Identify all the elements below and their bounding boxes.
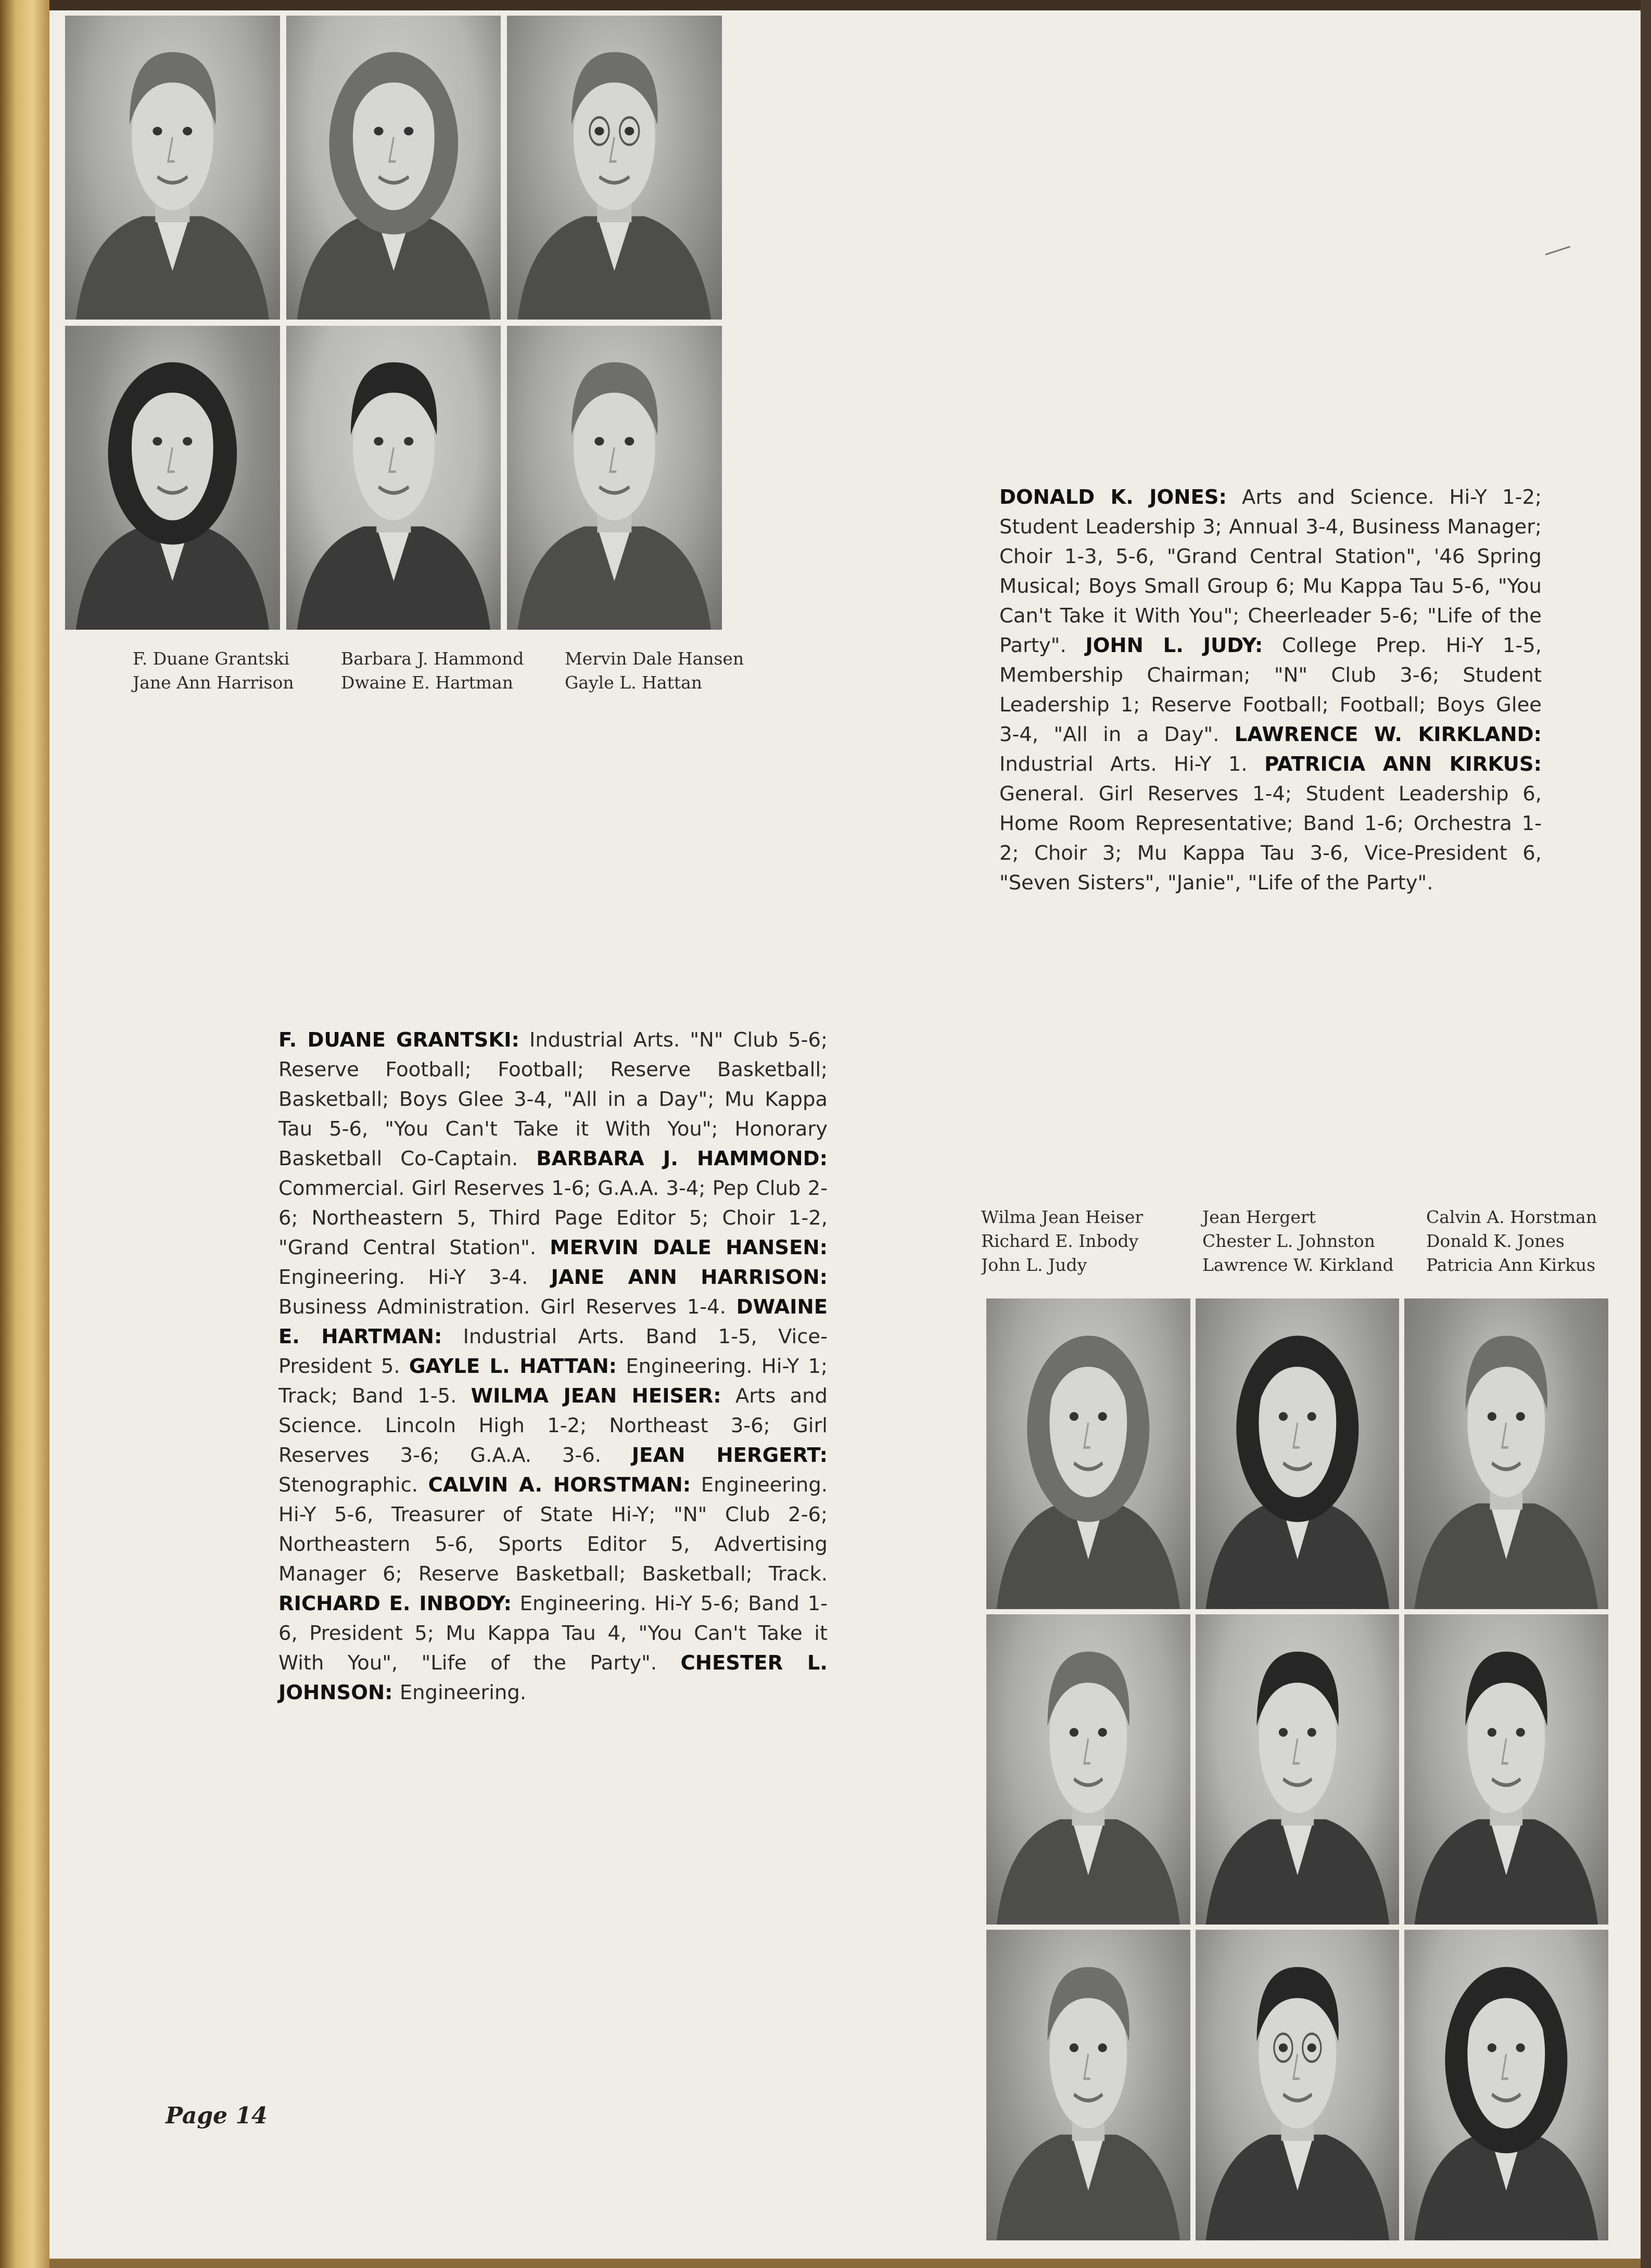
bio-details: Industrial Arts. "N" Club 5-6; Reserve Football; Football; Reserve Basketball; Basketball; Boys Glee 3-4, "All in a Day"; Mu Kappa Tau 5-6, "You Can't Take it With You"; Honorary Basketball Co-Captain. [278,1028,828,1170]
student-portrait [65,16,280,320]
bio-details: Engineering. Hi-Y 1; Track; Band 1-5. [278,1355,828,1408]
bio-details: Arts and Science. Lincoln High 1-2; Northeast 3-6; Girl Reserves 3-6; G.A.A. 3-6. [278,1384,828,1467]
caption-name: John L. Judy [981,1255,1087,1275]
caption-name: Jane Ann Harrison [133,672,294,693]
bio-student-name: LAWRENCE W. KIRKLAND: [1234,723,1542,746]
caption-name: Donald K. Jones [1426,1231,1565,1251]
bio-student-name: CHESTER L. JOHNSON: [278,1651,828,1704]
bio-student-name: F. DUANE GRANTSKI: [278,1028,519,1052]
bio-student-name: PATRICIA ANN KIRKUS: [1264,753,1542,776]
bio-student-name: BARBARA J. HAMMOND: [536,1147,828,1170]
caption-column [133,647,294,695]
bio-details: Industrial Arts. Band 1-5, Vice-President 5. [278,1325,828,1378]
student-portrait [1196,1298,1400,1609]
page-number: Page 14 [166,2103,268,2129]
caption-name: Wilma Jean Heiser [981,1207,1144,1227]
caption-column [1202,1205,1394,1277]
portrait-captions-top [133,647,783,699]
student-portrait [507,326,722,630]
student-portrait [286,326,501,630]
caption-name: F. Duane Grantski [133,648,290,669]
student-portrait [1196,1930,1400,2240]
biography-text-right [999,482,1542,898]
caption-name: Patricia Ann Kirkus [1426,1255,1596,1275]
student-portrait [1404,1298,1608,1609]
student-portrait [986,1930,1190,2240]
bio-student-name: CALVIN A. HORSTMAN: [428,1473,691,1497]
bio-details: Engineering. Hi-Y 3-4. [278,1266,551,1289]
bio-details: Business Administration. Girl Reserves 1-4. [278,1295,736,1319]
page-right-edge [1641,0,1651,2268]
student-portrait [1404,1614,1608,1925]
bio-student-name: RICHARD E. INBODY: [278,1592,512,1615]
bio-details: Industrial Arts. Hi-Y 1. [999,753,1265,776]
caption-column [565,647,744,695]
caption-name: Gayle L. Hattan [565,672,703,693]
caption-column [981,1205,1143,1277]
caption-name: Mervin Dale Hansen [565,648,744,669]
bio-student-name: DONALD K. JONES: [999,486,1227,509]
bio-student-name: JEAN HERGERT: [631,1444,828,1467]
bio-details: College Prep. Hi-Y 1-5, Membership Chairman; "N" Club 3-6; Student Leadership 1; Reserve Football; Football; Boys Glee 3-4, "All in a Day". [999,634,1542,746]
student-portrait [1404,1930,1608,2240]
bio-student-name: JOHN L. JUDY: [1085,634,1263,657]
bio-student-name: JANE ANN HARRISON: [551,1266,828,1289]
bio-details: Arts and Science. Hi-Y 1-2; Student Leadership 3; Annual 3-4, Business Manager; Choir 1-3, 5-6, "Grand Central Station", '46 Spring Musical; Boys Small Group 6; Mu Kappa Tau 5-6, "You Can't Take it With You"; Cheerleader 5-6; "Life of the Party". [999,486,1542,657]
caption-name: Richard E. Inbody [981,1231,1139,1251]
caption-name: Dwaine E. Hartman [341,672,513,693]
student-portrait [507,16,722,320]
caption-column [341,647,524,695]
student-portrait [986,1298,1190,1609]
bio-student-name: MERVIN DALE HANSEN: [550,1236,828,1259]
biography-text-left [278,1025,828,1708]
binding-edge [0,0,49,2268]
student-portrait [286,16,501,320]
bio-entry [999,486,1542,657]
bio-details: Commercial. Girl Reserves 1-6; G.A.A. 3-4; Pep Club 2-6; Northeastern 5, Third Page Editor 5; Choir 1-2, "Grand Central Station". [278,1177,828,1259]
caption-name: Lawrence W. Kirkland [1202,1255,1394,1275]
portrait-grid-bottom [986,1298,1608,2240]
bio-student-name: WILMA JEAN HEISER: [471,1384,721,1408]
bio-details: Engineering. Hi-Y 5-6, Treasurer of State Hi-Y; "N" Club 2-6; Northeastern 5-6, Sports Editor 5, Advertising Manager 6; Reserve Basketball; Basketball; Track. [278,1473,828,1586]
bio-student-name: GAYLE L. HATTAN: [409,1355,617,1378]
student-portrait [986,1614,1190,1925]
caption-name: Barbara J. Hammond [341,648,524,669]
bio-details: Engineering. Hi-Y 5-6; Band 1-6, President 5; Mu Kappa Tau 4, "You Can't Take it With You", "Life of the Party". [278,1592,828,1675]
caption-name: Chester L. Johnston [1202,1231,1375,1251]
student-portrait [1196,1614,1400,1925]
bio-details: Engineering. [392,1681,527,1704]
bio-details: Stenographic. [278,1473,428,1497]
portrait-captions-bottom [981,1205,1647,1283]
caption-name: Calvin A. Horstman [1426,1207,1597,1227]
bio-details: General. Girl Reserves 1-4; Student Leadership 6, Home Room Representative; Band 1-6; Orchestra 1-2; Choir 3; Mu Kappa Tau 3-6, Vice-President 6, "Seven Sisters", "Janie", "Life of the Party". [999,782,1542,895]
caption-name: Jean Hergert [1202,1207,1316,1227]
portrait-grid-top [65,16,722,630]
student-portrait [65,326,280,630]
bio-student-name: DWAINE E. HARTMAN: [278,1295,828,1348]
caption-column [1426,1205,1597,1277]
